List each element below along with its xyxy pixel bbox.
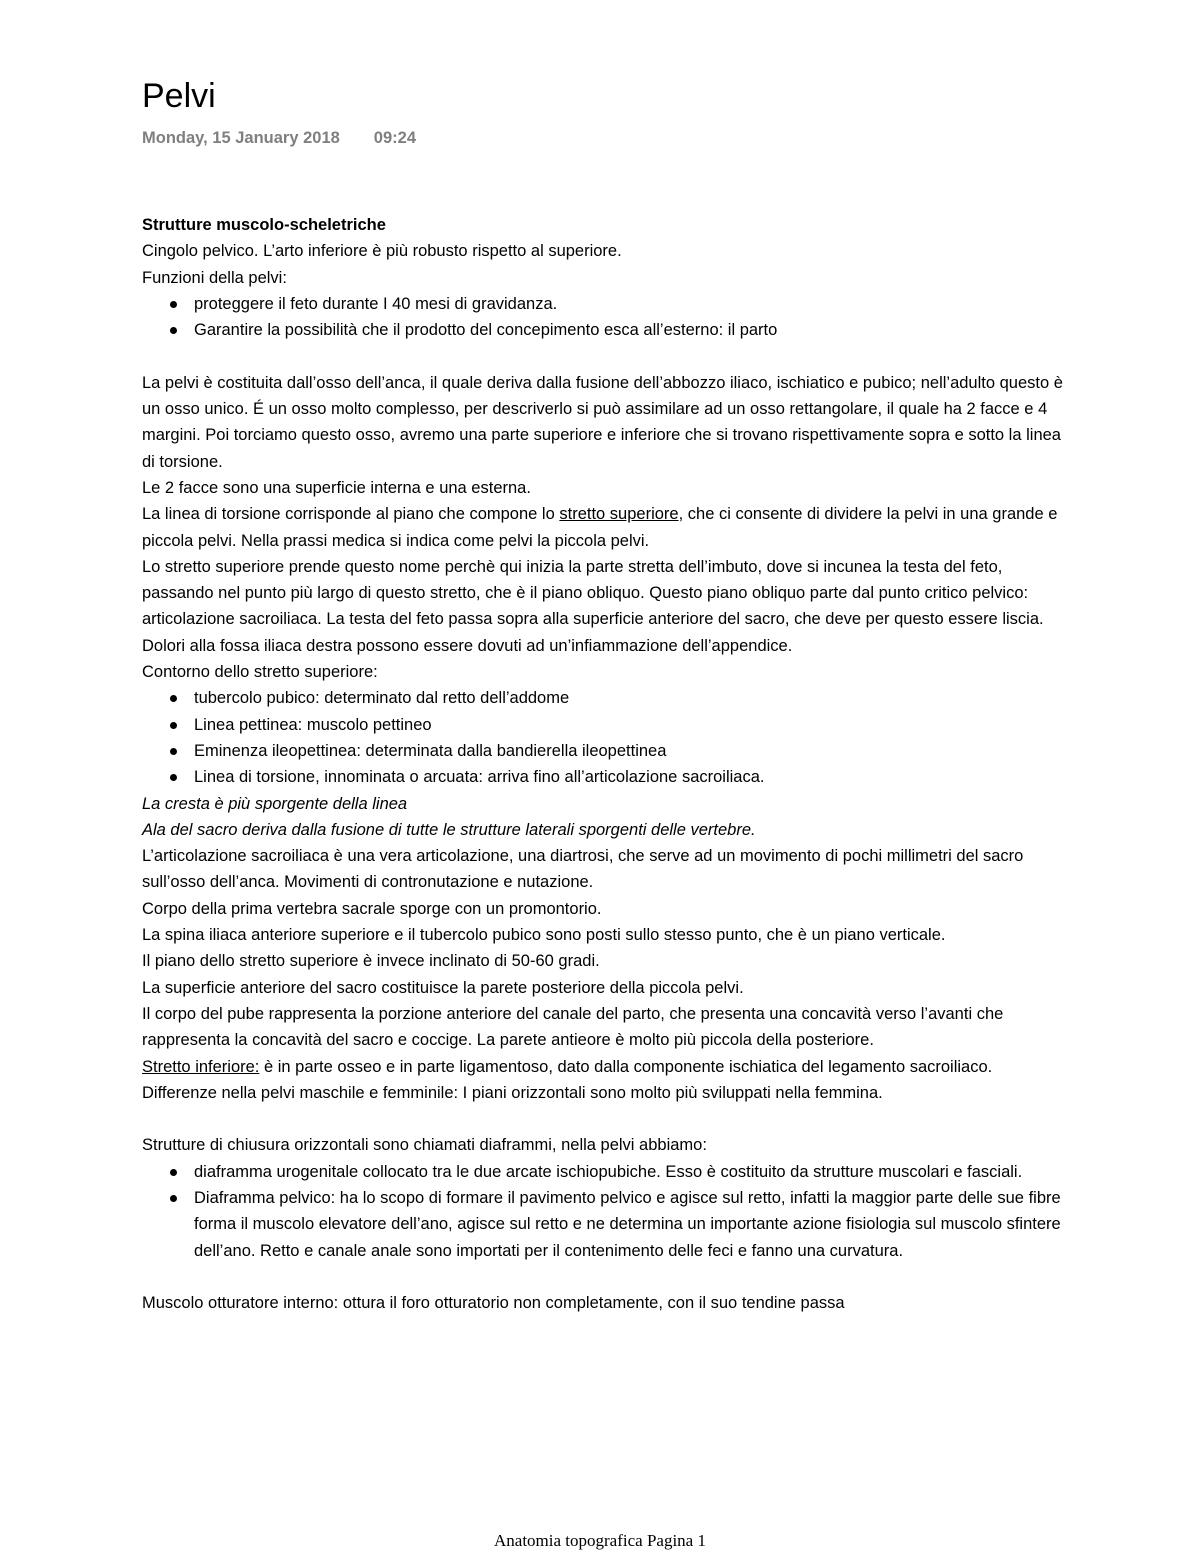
paragraph: La spina iliaca anteriore superiore e il tubercolo pubico sono posti sullo stesso punto, che è un piano verticale. <box>142 926 946 945</box>
paragraph: Strutture di chiusura orizzontali sono chiamati diaframmi, nella pelvi abbiamo: <box>142 1136 707 1155</box>
blank-line <box>142 343 1067 369</box>
list-item: Eminenza ileopettinea: determinata dalla bandierella ileopettinea <box>194 738 1067 764</box>
underlined-term: stretto superiore <box>559 505 679 524</box>
blank-line <box>142 1264 1067 1290</box>
paragraph: Differenze nella pelvi maschile e femminile: I piani orizzontali sono molto più sviluppati nella femmina. <box>142 1083 883 1102</box>
paragraph <box>142 501 1067 554</box>
page-title: Pelvi <box>142 77 216 115</box>
list-item: Linea di torsione, innominata o arcuata: arriva fino all’articolazione sacroiliaca. <box>194 764 1067 790</box>
paragraph: Il piano dello stretto superiore è invece inclinato di 50-60 gradi. <box>142 952 600 971</box>
italic-note: Ala del sacro deriva dalla fusione di tutte le strutture laterali sporgenti delle vertebre. <box>142 820 756 839</box>
text-run: è in parte osseo e in parte ligamentoso, dato dalla componente ischiatica del legamento sacroiliaco. <box>259 1057 993 1076</box>
underlined-term: Stretto inferiore: <box>142 1057 260 1076</box>
paragraph: Contorno dello stretto superiore: <box>142 663 378 682</box>
paragraph: La superficie anteriore del sacro costituisce la parete posteriore della piccola pelvi. <box>142 978 744 997</box>
section-heading: Strutture muscolo-scheletriche <box>142 216 386 234</box>
paragraph: Corpo della prima vertebra sacrale sporge con un promontorio. <box>142 899 602 918</box>
bullet-list <box>142 1159 1067 1264</box>
bullet-list <box>142 291 1067 344</box>
paragraph: Dolori alla fossa iliaca destra possono essere dovuti ad un’infiammazione dell’appendice. <box>142 636 793 655</box>
note-content <box>142 212 1067 1316</box>
italic-note: La cresta è più sporgente della linea <box>142 794 408 813</box>
paragraph: Il corpo del pube rappresenta la porzione anteriore del canale del parto, che presenta una concavità verso l’avanti che rappresenta la concavità del sacro e coccige. La parete antieore è molto più piccola della posteriore. <box>142 1004 1004 1050</box>
paragraph: Lo stretto superiore prende questo nome perchè qui inizia la parte stretta dell’imbuto, dove si incunea la testa del feto, passando nel punto più largo di questo stretto, che è il piano obliquo. Questo piano obliquo parte dal punto critico pelvico: articolazione sacroiliaca. La testa del feto passa sopra alla superficie anteriore del sacro, che deve per questo essere liscia. <box>142 557 1044 629</box>
paragraph: Muscolo otturatore interno: ottura il foro otturatorio non completamente, con il suo tendine passa <box>142 1294 845 1313</box>
page-date: Monday, 15 January 2018 <box>142 129 340 147</box>
paragraph: La pelvi è costituita dall’osso dell’anca, il quale deriva dalla fusione dell’abbozzo iliaco, ischiatico e pubico; nell’adulto questo è un osso unico. É un osso molto complesso, per descriverlo si può assimilare ad un osso rettangolare, il quale ha 2 facce e 4 margini. Poi torciamo questo osso, avremo una parte superiore e inferiore che si trovano rispettivamente sopra e sotto la linea di torsione. <box>142 373 1063 471</box>
paragraph: L’articolazione sacroiliaca è una vera articolazione, una diartrosi, che serve ad un movimento di pochi millimetri del sacro sull’osso dell’anca. Movimenti di contronutazione e nutazione. <box>142 847 1024 892</box>
paragraph: Funzioni della pelvi: <box>142 268 287 287</box>
paragraph: Cingolo pelvico. L’arto inferiore è più robusto rispetto al superiore. <box>142 242 622 261</box>
list-item: Diaframma pelvico: ha lo scopo di formare il pavimento pelvico e agisce sul retto, infatti la maggior parte delle sue fibre forma il muscolo elevatore dell’ano, agisce sul retto e ne determina un importante azione fisiologia sul muscolo sfintere dell’ano. Retto e canale anale sono importati per il contenimento delle feci e fanno una curvatura. <box>194 1185 1067 1264</box>
list-item: Garantire la possibilità che il prodotto del concepimento esca all’esterno: il parto <box>194 317 1067 343</box>
page-time: 09:24 <box>373 129 416 147</box>
page-footer: Anatomia topografica Pagina 1 <box>494 1531 706 1550</box>
text-run: , che ci consente di dividere la pelvi in una grande e piccola pelvi. Nella prassi medica si indica come pelvi la piccola pelvi. <box>142 505 1058 550</box>
paragraph: Le 2 facce sono una superficie interna e una esterna. <box>142 478 531 497</box>
paragraph <box>142 1054 1067 1080</box>
list-item: proteggere il feto durante I 40 mesi di gravidanza. <box>194 291 1067 317</box>
blank-line <box>142 1106 1067 1132</box>
list-item: Linea pettinea: muscolo pettineo <box>194 712 1067 738</box>
list-item: tubercolo pubico: determinato dal retto dell’addome <box>194 685 1067 711</box>
bullet-list <box>142 685 1067 790</box>
page-meta <box>142 126 416 150</box>
text-run: La linea di torsione corrisponde al piano che compone lo <box>142 505 560 524</box>
list-item: diaframma urogenitale collocato tra le due arcate ischiopubiche. Esso è costituito da strutture muscolari e fasciali. <box>194 1159 1067 1185</box>
